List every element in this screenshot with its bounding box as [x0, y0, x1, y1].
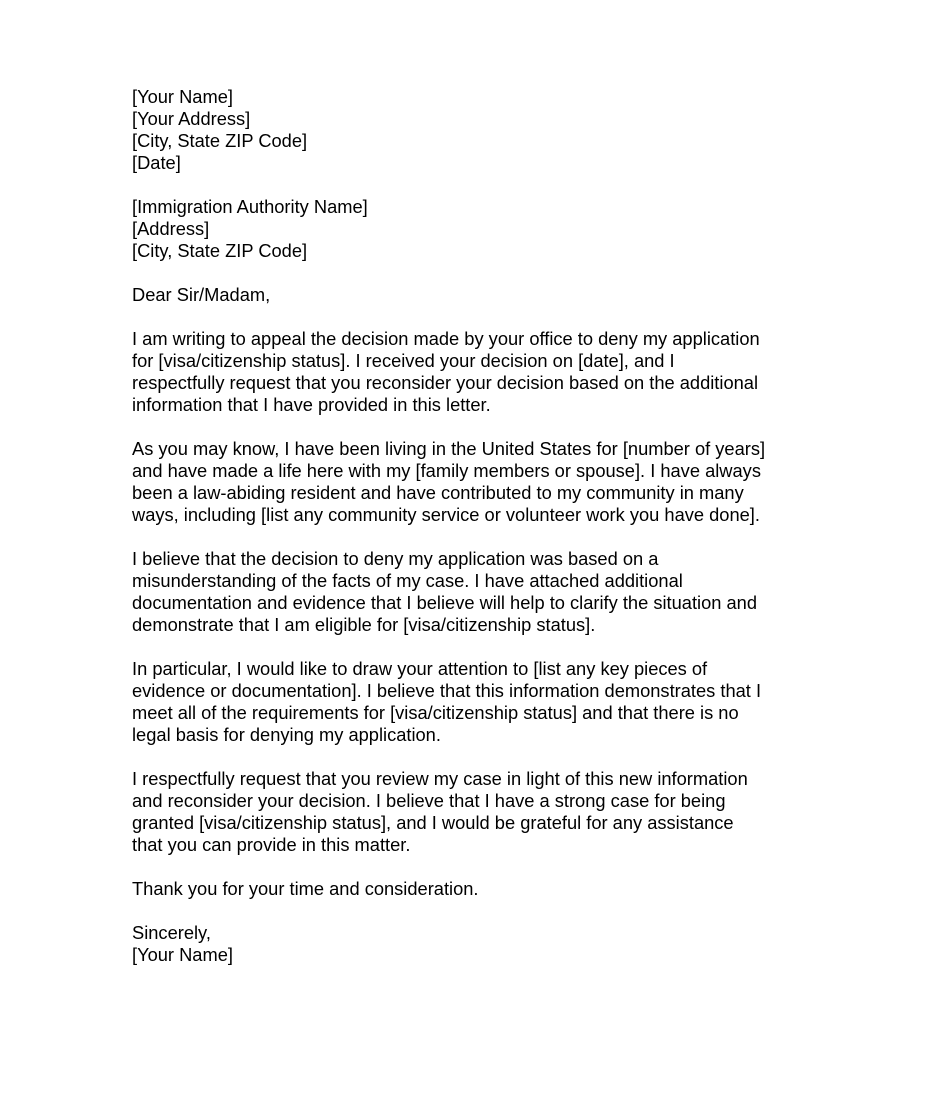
salutation	[132, 284, 822, 306]
paragraph-line: I believe that the decision to deny my application was based on a	[132, 548, 659, 569]
paragraph-request	[132, 768, 822, 856]
paragraph-line: As you may know, I have been living in the United States for [number of years]	[132, 438, 766, 459]
recipient-block	[132, 196, 822, 262]
paragraph-line: that you can provide in this matter.	[132, 834, 411, 855]
recipient-city-state-zip: [City, State ZIP Code]	[132, 240, 308, 261]
paragraph-background	[132, 438, 822, 526]
paragraph-line: documentation and evidence that I believe will help to clarify the situation and	[132, 592, 757, 613]
paragraph-line: granted [visa/citizenship status], and I would be grateful for any assistance	[132, 812, 734, 833]
paragraph-line: I am writing to appeal the decision made by your office to deny my application	[132, 328, 760, 349]
paragraph-line: respectfully request that you reconsider your decision based on the additional	[132, 372, 759, 393]
sender-city-state-zip: [City, State ZIP Code]	[132, 130, 308, 151]
paragraph-appeal	[132, 328, 822, 416]
closing-text: Sincerely,	[132, 922, 211, 943]
paragraph-line: information that I have provided in this letter.	[132, 394, 491, 415]
paragraph-line: I respectfully request that you review my case in light of this new information	[132, 768, 748, 789]
sender-address: [Your Address]	[132, 108, 251, 129]
letter-date: [Date]	[132, 152, 181, 173]
paragraph-line: been a law-abiding resident and have contributed to my community in many	[132, 482, 744, 503]
paragraph-evidence	[132, 658, 822, 746]
recipient-authority-name: [Immigration Authority Name]	[132, 196, 368, 217]
thanks-text: Thank you for your time and consideration.	[132, 878, 479, 899]
paragraph-line: misunderstanding of the facts of my case. I have attached additional	[132, 570, 683, 591]
paragraph-line: legal basis for denying my application.	[132, 724, 441, 745]
sender-block	[132, 86, 822, 174]
salutation-text: Dear Sir/Madam,	[132, 284, 271, 305]
letter-body	[132, 86, 822, 988]
closing-block	[132, 922, 822, 966]
paragraph-line: ways, including [list any community service or volunteer work you have done].	[132, 504, 760, 525]
thanks-paragraph	[132, 878, 822, 900]
paragraph-line: for [visa/citizenship status]. I received your decision on [date], and I	[132, 350, 675, 371]
recipient-address: [Address]	[132, 218, 210, 239]
paragraph-line: meet all of the requirements for [visa/citizenship status] and that there is no	[132, 702, 739, 723]
paragraph-line: evidence or documentation]. I believe that this information demonstrates that I	[132, 680, 762, 701]
paragraph-line: and reconsider your decision. I believe that I have a strong case for being	[132, 790, 726, 811]
paragraph-line: and have made a life here with my [family members or spouse]. I have always	[132, 460, 761, 481]
paragraph-misunderstanding	[132, 548, 822, 636]
signature-name: [Your Name]	[132, 944, 233, 965]
paragraph-line: demonstrate that I am eligible for [visa/citizenship status].	[132, 614, 596, 635]
sender-name: [Your Name]	[132, 86, 233, 107]
paragraph-line: In particular, I would like to draw your attention to [list any key pieces of	[132, 658, 708, 679]
